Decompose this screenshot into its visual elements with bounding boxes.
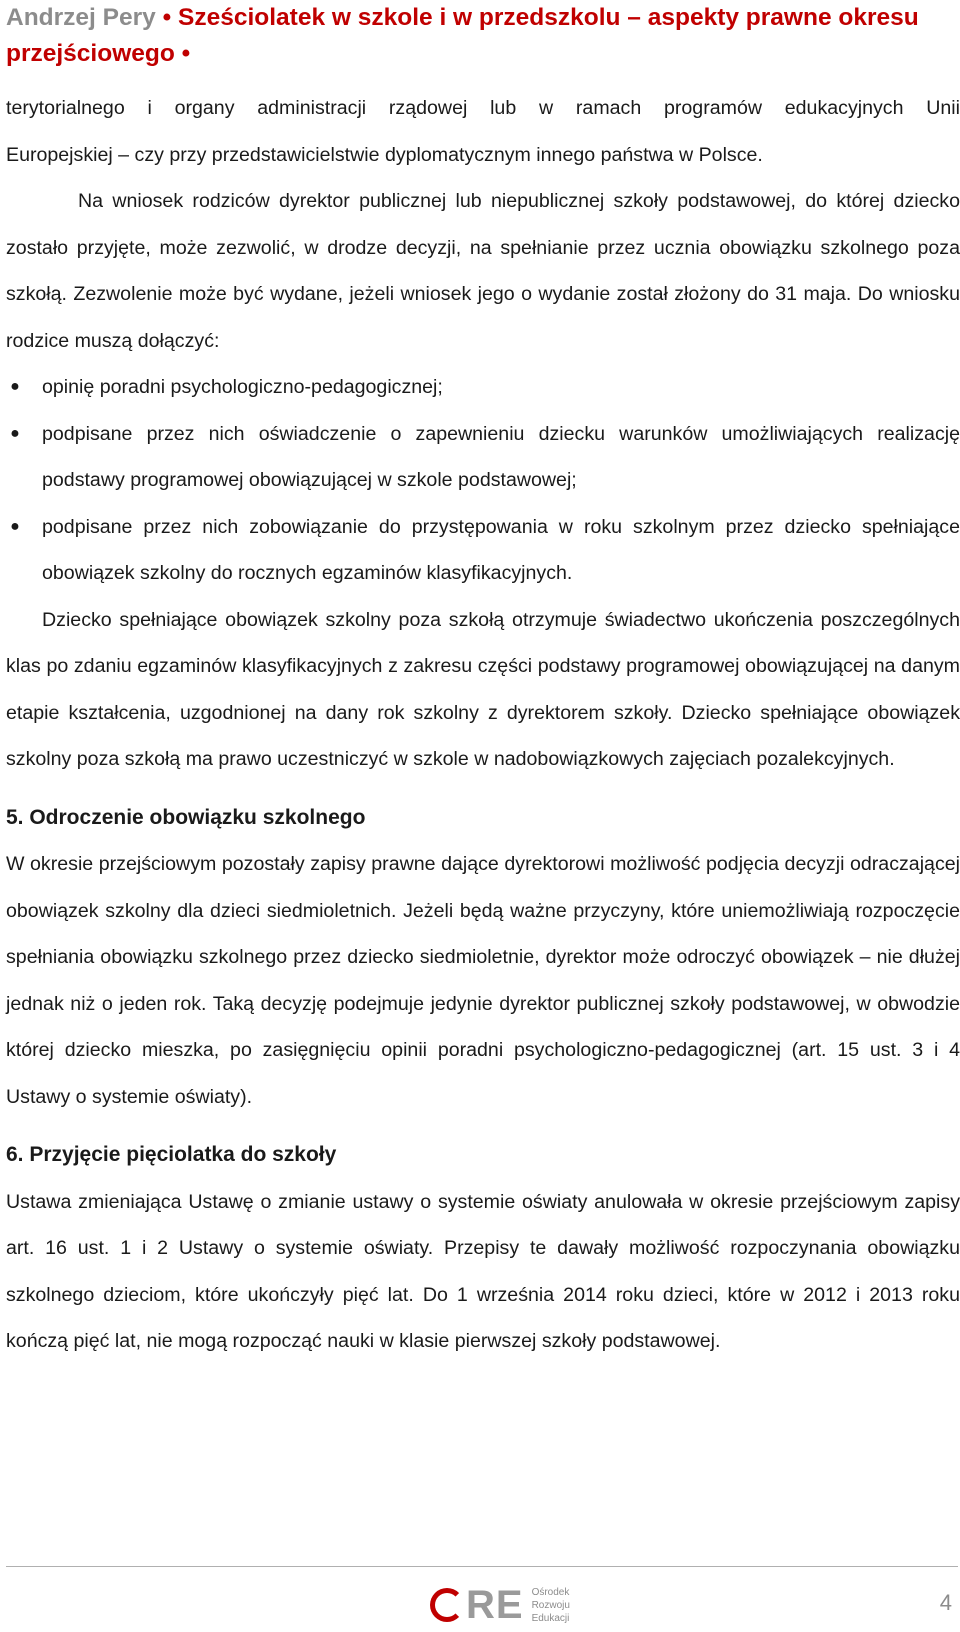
paragraph-1-line-2: Europejskiej – czy przy przedstawicielstwie dyplomatycznym innego państwa w Polsce. <box>6 143 763 166</box>
footer-divider <box>6 1566 958 1567</box>
list-item: ● podpisane przez nich zobowiązanie do przystępowania w roku szkolnym przez dziecko spełniające obowiązek szkolny do rocznych egzaminów klasyfikacyjnych. <box>6 504 960 597</box>
list-item: ● opinię poradni psychologiczno-pedagogicznej; <box>6 364 960 411</box>
header-title: Sześciolatek w szkole i w przedszkolu – aspekty prawne okresu <box>177 4 919 31</box>
body-text <box>6 85 960 1365</box>
paragraph-2: Na wniosek rodziców dyrektor publicznej lub niepublicznej szkoły podstawowej, do której dziecko zostało przyjęte, może zezwolić, w drodze decyzji, na spełnianie przez ucznia obowiązku szkolnego poza szkołą. Zezwolenie może być wydane, jeżeli wniosek jego o wydanie został złożony do 31 maja. Do wniosku rodzice muszą dołączyć: <box>6 190 960 352</box>
list-item: ● podpisane przez nich oświadczenie o zapewnieniu dziecku warunków umożliwiających realizację podstawy programowej obowiązującej w szkole podstawowej; <box>6 411 960 504</box>
bullet-icon: ● <box>10 517 20 535</box>
paragraph-3: Dziecko spełniające obowiązek szkolny poza szkołą otrzymuje świadectwo ukończenia poszczególnych klas po zdaniu egzaminów klasyfikacyjnych z zakresu części podstawy programowej obowiązującej na danym etapie kształcenia, uzgodnionej na dany rok szkolny z dyrektorem szkoły. Dziecko spełniające obowiązek szkolny poza szkołą ma prawo uczestniczyć w szkole w nadobowiązkowych zajęciach pozalekcyjnych. <box>6 608 960 770</box>
header-bullet: • <box>162 4 172 31</box>
paragraph-4: W okresie przejściowym pozostały zapisy prawne dające dyrektorowi możliwość podjęcia decyzji odraczającej obowiązek szkolny dla dzieci siedmioletnich. Jeżeli będą ważne przyczyny, które uniemożliwiają rozpoczęcie spełniania obowiązku szkolnego przez dziecko siedmioletnie, dyrektor może odroczyć obowiązek – nie dłużej jednak niż o jeden rok. Taką decyzję podejmuje jedynie dyrektor publicznej szkoły podstawowej, w obwodzie której dziecko mieszka, po zasięgnięciu opinii poradni psychologiczno-pedagogicznej (art. 15 ust. 3 i 4 Ustawy o systemie oświaty). <box>6 853 960 1108</box>
running-header <box>6 0 956 72</box>
ore-logo <box>430 1582 570 1628</box>
page-number: 4 <box>939 1590 952 1615</box>
section-heading-6: 6. Przyjęcie pięciolatka do szkoły <box>6 1143 337 1166</box>
bullet-icon: ● <box>10 378 20 395</box>
header-title-continued: przejściowego <box>6 40 175 67</box>
header-author: Andrzej Pery <box>6 4 156 31</box>
logo-letters: RE <box>466 1582 524 1627</box>
paragraph-5: Ustawa zmieniająca Ustawę o zmianie ustawy o systemie oświaty anulowała w okresie przejściowym zapisy art. 16 ust. 1 i 2 Ustawy o systemie oświaty. Przepisy te dawały możliwość rozpoczynania obowiązku szkolnego dzieciom, które ukończyły pięć lat. Do 1 września 2014 roku dzieci, które w 2012 i 2013 roku kończą pięć lat, nie mogą rozpocząć nauki w klasie pierwszej szkoły podstawowej. <box>6 1190 960 1352</box>
bullet-icon: ● <box>10 424 20 442</box>
paragraph-1-line-1: terytorialnego i organy administracji rządowej lub w ramach programów edukacyjnych Unii <box>6 97 960 119</box>
logo-caption: Ośrodek Rozwoju Edukacji <box>531 1586 570 1624</box>
required-documents-list <box>6 364 960 597</box>
header-bullet-end: • <box>181 40 191 67</box>
logo-ring-icon <box>430 1588 464 1622</box>
section-heading-5: 5. Odroczenie obowiązku szkolnego <box>6 805 366 829</box>
